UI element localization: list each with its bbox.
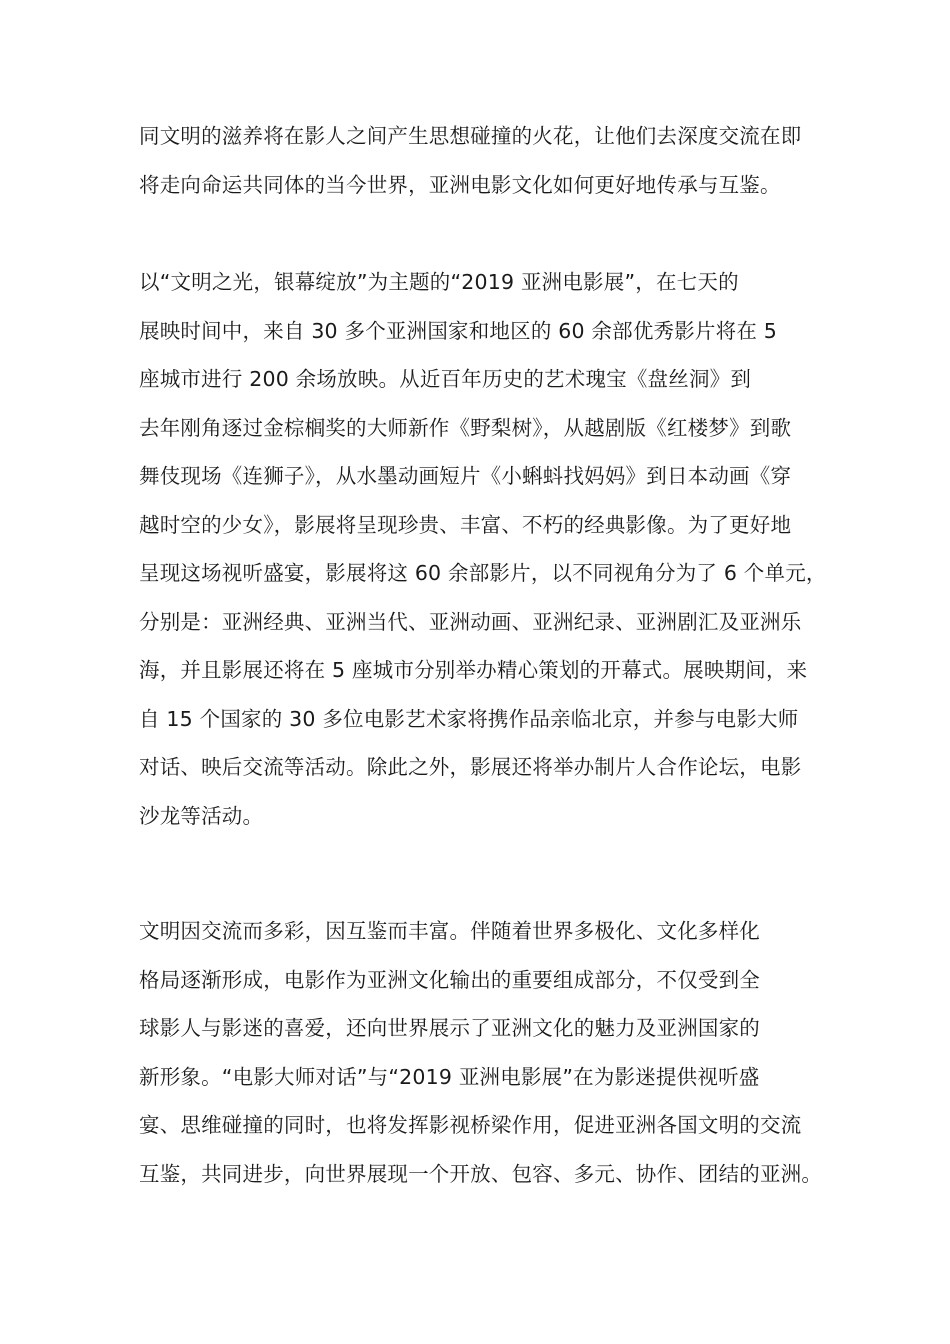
text-line: 分别是：亚洲经典、亚洲当代、亚洲动画、亚洲纪录、亚洲剧汇及亚洲乐 [139,609,802,634]
paragraph-2 [139,258,839,840]
text-line: 对话、映后交流等活动。除此之外，影展还将举办制片人合作论坛，电影 [139,755,802,779]
text-line: 舞伎现场《连狮子》，从水墨动画短片《小蝌蚪找妈妈》到日本动画《穿 [139,464,792,488]
text-line: 以“文明之光，银幕绽放”为主题的“2019 亚洲电影展”，在七天的 [139,270,739,294]
text-line: 互鉴，共同进步，向世界展现一个开放、包容、多元、协作、团结的亚洲。 [139,1161,823,1186]
text-line: 海，并且影展还将在 5 座城市分别举办精心策划的开幕式。展映期间，来 [139,658,808,682]
paragraph-3 [139,907,839,1198]
text-line: 展映时间中，来自 30 多个亚洲国家和地区的 60 余部优秀影片将在 5 [139,318,777,343]
text-line: 同文明的滋养将在影人之间产生思想碰撞的火花，让他们去深度交流在即 [139,124,802,148]
text-line: 呈现这场视听盛宴，影展将这 60 余部影片，以不同视角分为了 6 个单元， [139,561,827,585]
paragraph-1 [139,112,839,209]
text-line: 文明因交流而多彩，因互鉴而丰富。伴随着世界多极化、文化多样化 [139,919,760,943]
text-line: 自 15 个国家的 30 多位电影艺术家将携作品亲临北京，并参与电影大师 [139,706,799,731]
text-line: 新形象。“电影大师对话”与“2019 亚洲电影展”在为影迷提供视听盛 [139,1064,760,1089]
text-line: 座城市进行 200 余场放映。从近百年历史的艺术瑰宝《盘丝洞》到 [139,367,752,391]
text-line: 去年刚角逐过金棕榈奖的大师新作《野梨树》，从越剧版《红楼梦》到歌 [139,415,792,440]
text-line: 沙龙等活动。 [139,803,264,828]
text-line: 宴、思维碰撞的同时，也将发挥影视桥梁作用，促进亚洲各国文明的交流 [139,1113,802,1137]
text-line: 格局逐渐形成，电影作为亚洲文化输出的重要组成部分，不仅受到全 [139,967,760,992]
text-line: 将走向命运共同体的当今世界，亚洲电影文化如何更好地传承与互鉴。 [139,172,781,197]
text-line: 越时空的少女》，影展将呈现珍贵、丰富、不朽的经典影像。为了更好地 [139,512,792,537]
text-line: 球影人与影迷的喜爱，还向世界展示了亚洲文化的魅力及亚洲国家的 [139,1016,760,1040]
